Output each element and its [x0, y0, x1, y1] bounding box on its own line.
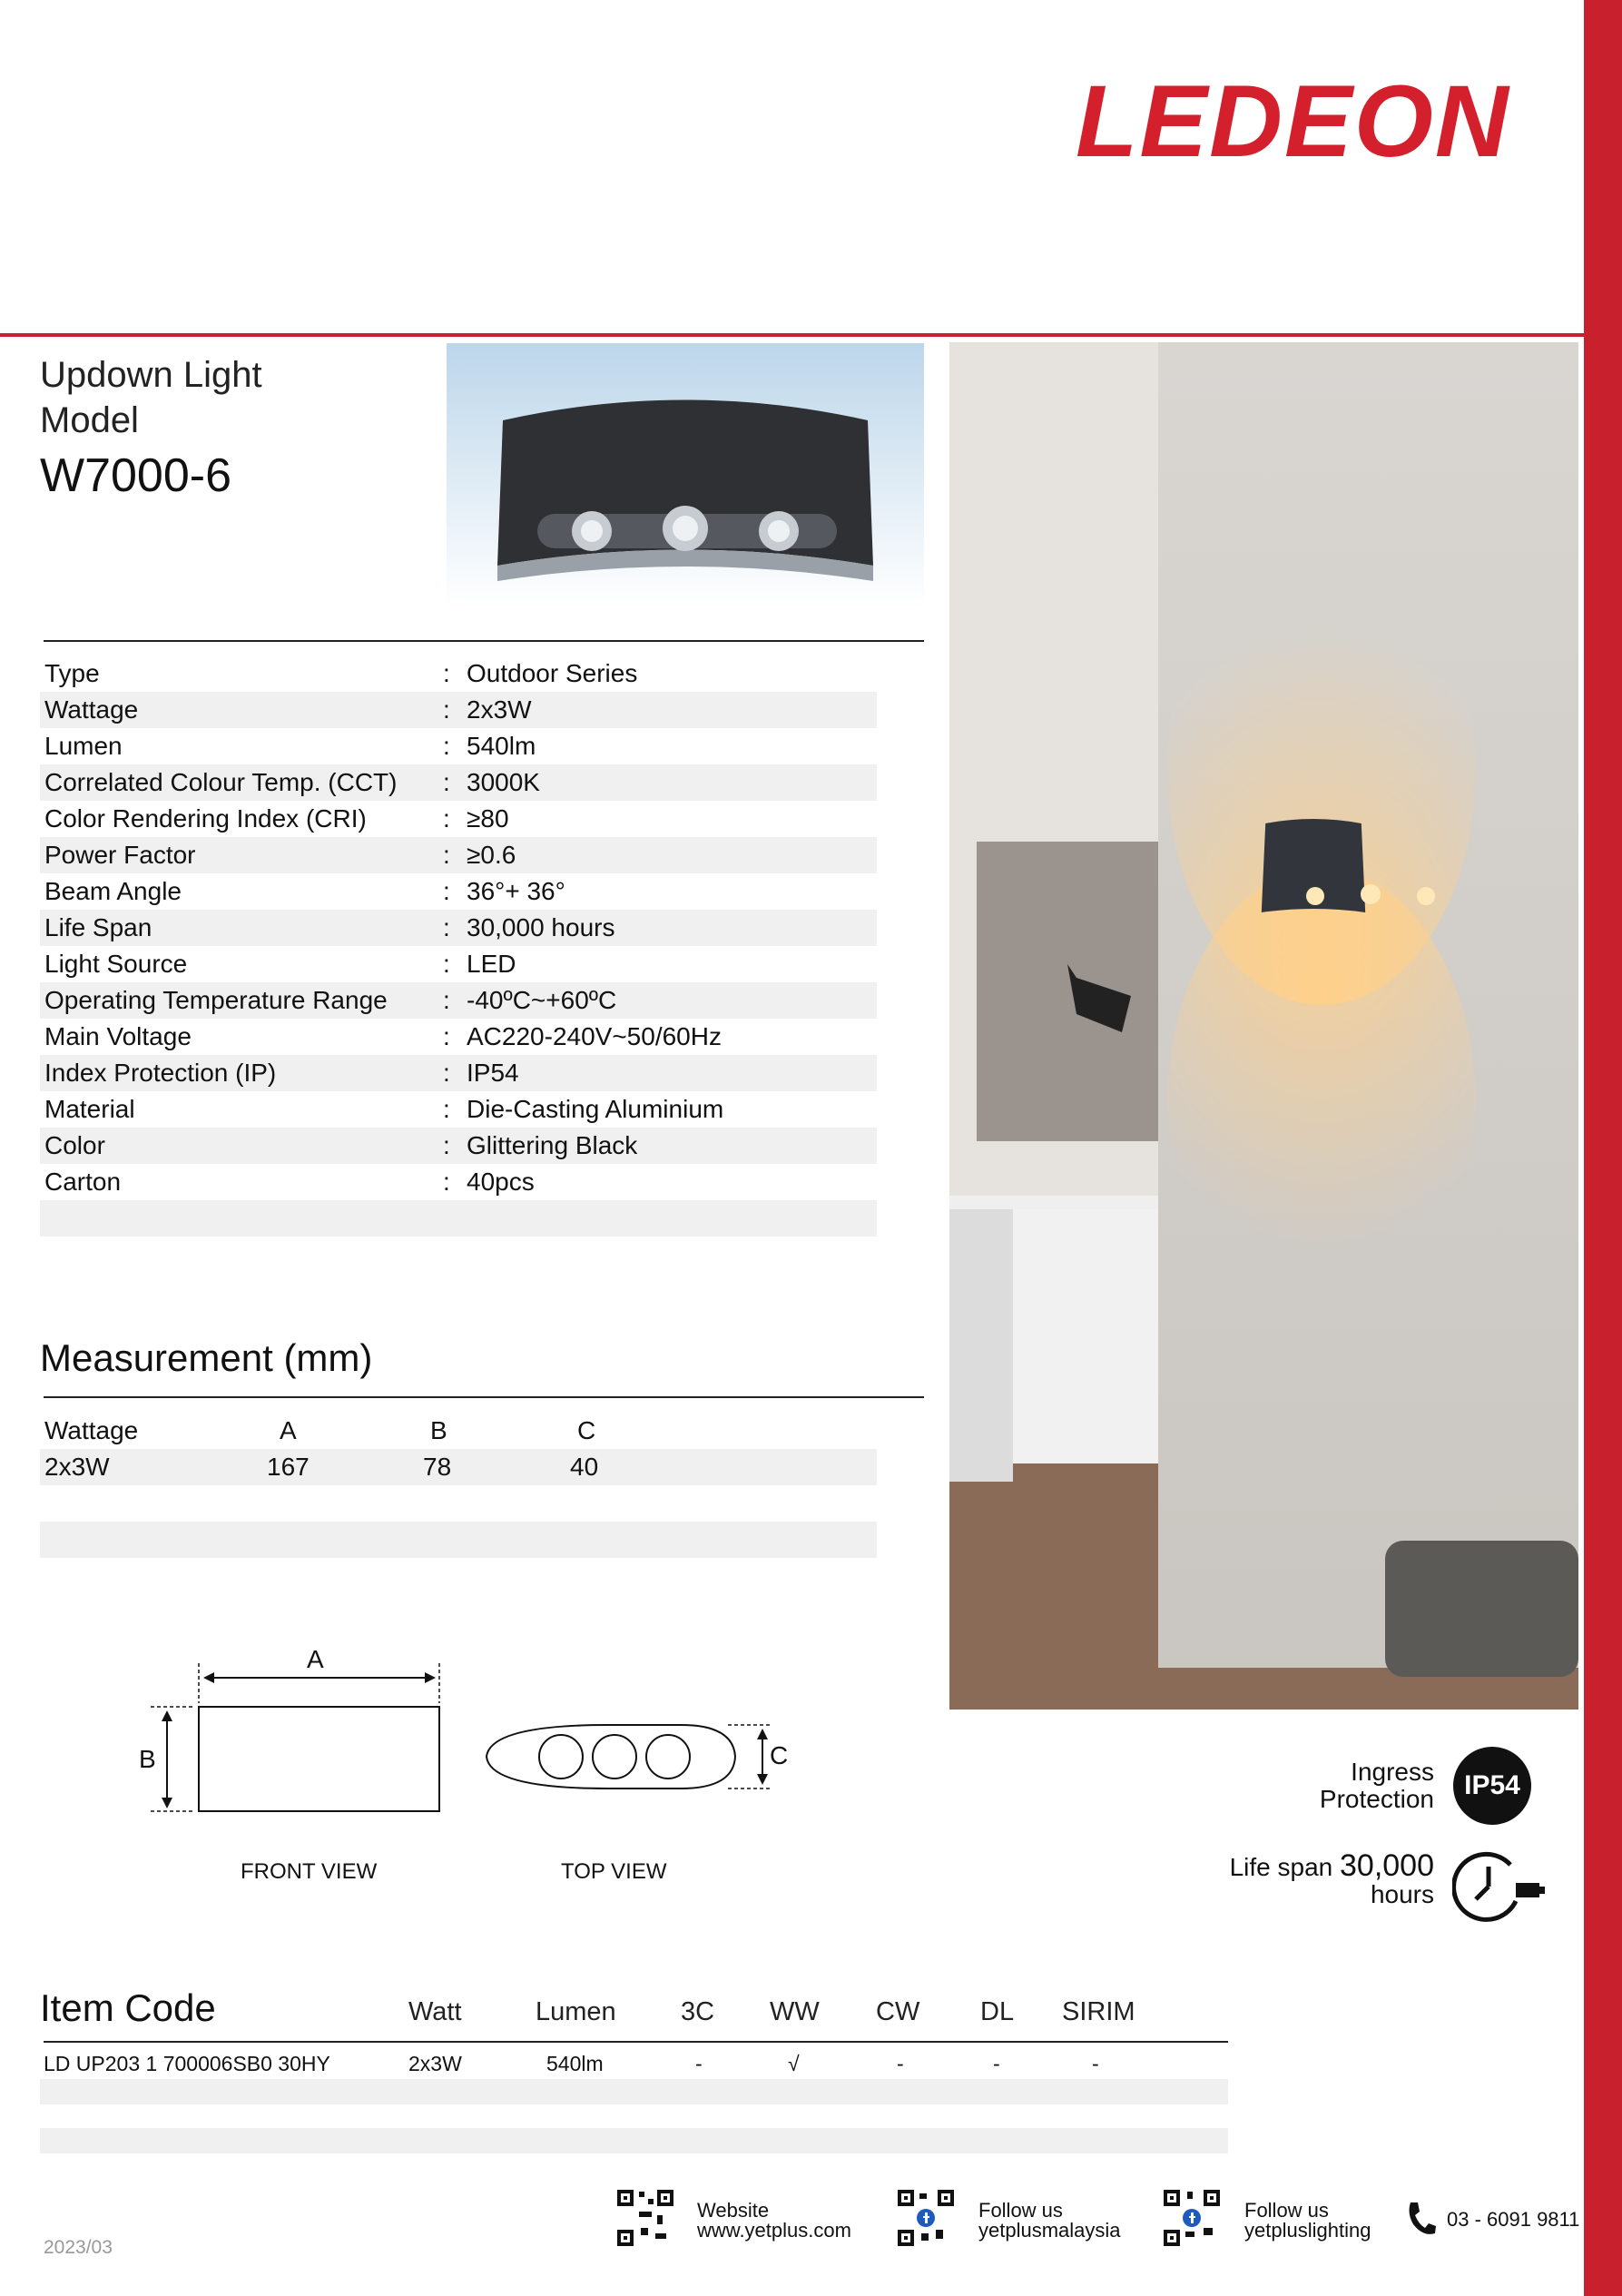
- facebook-qr-code-2: [1162, 2188, 1222, 2248]
- specs-table: [40, 655, 877, 1237]
- measurement-col-b: B: [430, 1416, 447, 1444]
- spec-value: Outdoor Series: [467, 659, 638, 687]
- spec-row: Correlated Colour Temp. (CCT) : 3000K: [40, 764, 877, 801]
- measurement-header: [40, 1413, 877, 1449]
- spec-label: Material: [44, 1095, 135, 1123]
- spec-label: Beam Angle: [44, 877, 182, 905]
- product-heading: [40, 352, 262, 443]
- spec-value: Glittering Black: [467, 1131, 638, 1159]
- spec-value: 40pcs: [467, 1168, 535, 1196]
- website-qr-code: [615, 2188, 675, 2248]
- spec-label: Index Protection (IP): [44, 1059, 277, 1087]
- website-link[interactable]: www.yetplus.com: [697, 2219, 851, 2242]
- side-accent-bar: [1584, 0, 1622, 2296]
- spec-label: Color Rendering Index (CRI): [44, 804, 367, 833]
- phone-icon: [1405, 2201, 1436, 2237]
- spec-label: Wattage: [44, 695, 139, 724]
- facebook-qr-code: [896, 2188, 956, 2248]
- item-code-divider: [44, 2041, 1228, 2043]
- product-photo: [447, 343, 924, 636]
- spec-row: Carton : 40pcs: [40, 1164, 877, 1200]
- spec-label: Type: [44, 659, 100, 687]
- col-sirim: SIRIM: [1062, 1997, 1135, 2026]
- measurement-col-a: A: [280, 1416, 297, 1444]
- spec-label: Light Source: [44, 950, 188, 978]
- document-date: 2023/03: [44, 2237, 113, 2258]
- ingress-protection-text: Ingress Protection: [1319, 1758, 1434, 1813]
- spec-row: Main Voltage : AC220-240V~50/60Hz: [40, 1019, 877, 1055]
- spec-row: Beam Angle : 36°+ 36°: [40, 873, 877, 910]
- spec-value: AC220-240V~50/60Hz: [467, 1022, 722, 1050]
- spec-value: -40ºC~+60ºC: [467, 986, 617, 1014]
- phone-number[interactable]: 03 - 6091 9811: [1447, 2208, 1580, 2231]
- front-view-diagram: [136, 1643, 526, 1825]
- measurement-table: [40, 1413, 877, 1558]
- header-divider: [0, 333, 1584, 337]
- col-dl: DL: [980, 1997, 1015, 2026]
- spec-row: Lumen : 540lm: [40, 728, 877, 764]
- spec-value: 540lm: [467, 732, 536, 760]
- spec-label: Main Voltage: [44, 1022, 192, 1050]
- spec-value: LED: [467, 950, 516, 978]
- spec-row: Power Factor : ≥0.6: [40, 837, 877, 873]
- life-span-value: 30,000: [1340, 1848, 1434, 1883]
- spec-row: Index Protection (IP) : IP54: [40, 1055, 877, 1091]
- spec-row: Operating Temperature Range : -40ºC~+60ºC: [40, 982, 877, 1019]
- spec-value: ≥80: [467, 804, 509, 833]
- spec-row: Life Span : 30,000 hours: [40, 910, 877, 946]
- spec-value: IP54: [467, 1059, 519, 1087]
- measurement-col-c: C: [577, 1416, 596, 1444]
- brand-logo: LEDEON: [1076, 64, 1510, 178]
- item-code-value: LD UP203 1 700006SB0 30HY: [44, 2052, 330, 2075]
- measurement-divider: [44, 1396, 924, 1398]
- spec-label: Operating Temperature Range: [44, 986, 388, 1014]
- spec-row: Material : Die-Casting Aluminium: [40, 1091, 877, 1128]
- spec-row: Color : Glittering Black: [40, 1128, 877, 1164]
- model-label: Model: [40, 400, 139, 440]
- spec-row: Light Source : LED: [40, 946, 877, 982]
- ip54-badge: IP54: [1453, 1747, 1531, 1825]
- spec-value: 3000K: [467, 768, 540, 796]
- measurement-row-empty: [40, 1522, 877, 1558]
- facebook-handle-2[interactable]: yetpluslighting: [1244, 2219, 1371, 2242]
- col-3c: 3C: [681, 1997, 715, 2026]
- dimension-c-label: C: [770, 1741, 789, 1769]
- col-lumen: Lumen: [536, 1997, 616, 2026]
- spec-row: Type : Outdoor Series: [40, 655, 877, 692]
- installation-photo: [949, 342, 1578, 1710]
- col-cw: CW: [876, 1997, 920, 2026]
- product-model: W7000-6: [40, 449, 231, 502]
- top-view-label: TOP VIEW: [561, 1859, 667, 1884]
- col-ww: WW: [770, 1997, 820, 2026]
- spec-label: Lumen: [44, 732, 123, 760]
- spec-label: Carton: [44, 1168, 122, 1196]
- top-view-diagram: [481, 1707, 790, 1807]
- spec-value: Die-Casting Aluminium: [467, 1095, 724, 1123]
- life-span-text: Life span 30,000 hours: [1229, 1848, 1434, 1908]
- spec-value: ≥0.6: [467, 841, 516, 869]
- item-code-row-empty: [40, 2079, 1228, 2104]
- spec-value: 36°+ 36°: [467, 877, 565, 905]
- product-category: Updown Light: [40, 355, 262, 395]
- spec-value: 2x3W: [467, 695, 532, 724]
- dimension-b-label: B: [139, 1745, 156, 1773]
- item-code-row-empty: [40, 2128, 1228, 2153]
- measurement-col-wattage: Wattage: [44, 1416, 139, 1444]
- spec-row: Color Rendering Index (CRI) : ≥80: [40, 801, 877, 837]
- spec-label: Power Factor: [44, 841, 196, 869]
- specs-divider: [44, 640, 924, 642]
- spec-row: Wattage : 2x3W: [40, 692, 877, 728]
- facebook-handle[interactable]: yetplusmalaysia: [978, 2219, 1121, 2242]
- website-info: Website www.yetplus.com: [697, 2199, 851, 2242]
- item-code-title: Item Code: [40, 1986, 216, 2029]
- spec-label: Color: [44, 1131, 105, 1159]
- spec-label: Correlated Colour Temp. (CCT): [44, 768, 398, 796]
- spec-label: Life Span: [44, 913, 152, 941]
- facebook-info-2: Follow us yetpluslighting: [1244, 2199, 1371, 2242]
- measurement-row: 2x3W 167 78 40: [40, 1449, 877, 1485]
- clock-icon: [1452, 1847, 1552, 1928]
- spec-value: 30,000 hours: [467, 913, 615, 941]
- col-watt: Watt: [408, 1997, 462, 2026]
- spec-row-empty: [40, 1200, 877, 1237]
- measurement-title: Measurement (mm): [40, 1336, 373, 1379]
- dimension-a-label: A: [307, 1645, 324, 1673]
- front-view-label: FRONT VIEW: [241, 1859, 378, 1884]
- facebook-info: Follow us yetplusmalaysia: [978, 2199, 1121, 2242]
